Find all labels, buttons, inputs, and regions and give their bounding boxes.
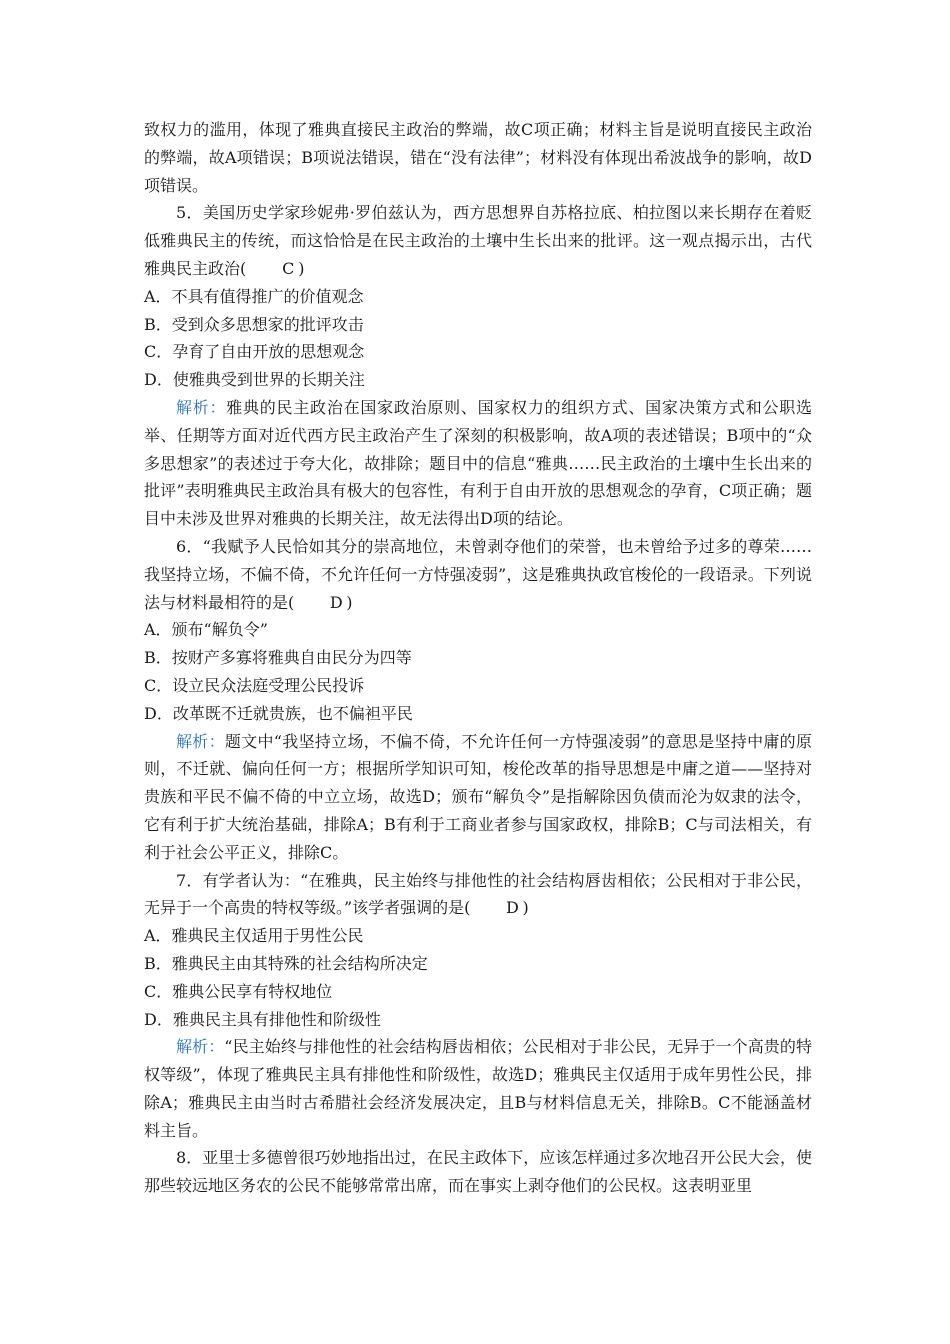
- paren-close: ): [298, 258, 305, 278]
- analysis-label: 解析：: [176, 731, 225, 751]
- analysis-label: 解析：: [176, 397, 227, 417]
- question-7-option-c: C．雅典公民享有特权地位: [144, 981, 333, 1001]
- question-stem-text: 7．有学者认为：“在雅典，民主始终与排他性的社会结构唇齿相依；公民相对于非公民，无异于一个高贵的特权等级。”该学者强调的是(: [144, 870, 812, 918]
- analysis-text: 题文中“我坚持立场，不偏不倚，不允许任何一方恃强凌弱”的意思是坚持中庸的原则，不迁就、偏向任何一方；根据所学知识可知，梭伦改革的指导思想是中庸之道——坚持对贵族和平民不偏不倚的中立立场，故选D；颁布“解负令”是指解除因负债而沦为奴隶的法令，它有利于扩大统治基础，排除A；B有利于工商业者参与国家政权，排除B；C与司法相关，有利于社会公平正义，排除C。: [144, 731, 812, 862]
- question-5-option-b: B．受到众多思想家的批评攻击: [144, 314, 364, 334]
- question-5-option-c: C．孕育了自由开放的思想观念: [144, 342, 365, 362]
- question-6-stem: [144, 533, 812, 616]
- question-6-analysis: [144, 728, 812, 867]
- question-6-option-a: A．颁布“解负令”: [144, 620, 268, 640]
- analysis-text: “民主始终与排他性的社会结构唇齿相依；公民相对于非公民，无异于一个高贵的特权等级”，体现了雅典民主具有排他性和阶级性，故选D；雅典民主仅适用于成年男性公民，排除A；雅典民主由当时古希腊社会经济发展决定，且B与材料信息无关，排除B。C不能涵盖材料主旨。: [144, 1037, 812, 1140]
- analysis-label: 解析：: [176, 1037, 225, 1057]
- question-5-option-d: D．使雅典受到世界的长期关注: [144, 370, 365, 390]
- question-stem-text: 6．“我赋予人民恰如其分的崇高地位，未曾剥夺他们的荣誉，也未曾给予过多的尊荣……我坚持立场，不偏不倚，不允许任何一方恃强凌弱”，这是雅典执政官梭伦的一段语录。下列说法与材料最相符的是(: [144, 536, 812, 612]
- question-6-option-d: D．改革既不迁就贵族，也不偏袒平民: [144, 703, 413, 723]
- question-stem-text: 5．美国历史学家珍妮弗·罗伯兹认为，西方思想界自苏格拉底、柏拉图以来长期存在着贬低雅典民主的传统，而这恰恰是在民主政治的土壤中生长出来的批评。这一观点揭示出，古代雅典民主政治(: [144, 203, 812, 278]
- analysis-continuation: 致权力的滥用，体现了雅典直接民主政治的弊端，故C项正确；材料主旨是说明直接民主政治的弊端，故A项错误；B项说法错误，错在“没有法律”；材料没有体现出希波战争的影响，故D项错误。: [144, 120, 812, 195]
- answer-letter: D: [329, 592, 343, 612]
- question-6-option-c: C．设立民众法庭受理公民投诉: [144, 675, 365, 695]
- question-7-option-d: D．雅典民主具有排他性和阶级性: [144, 1009, 381, 1029]
- paren-close: ): [522, 898, 529, 918]
- question-7-option-a: A．雅典民主仅适用于男性公民: [144, 926, 364, 946]
- answer-letter: D: [506, 898, 519, 918]
- question-7-analysis: [144, 1033, 812, 1144]
- answer-letter: C: [282, 258, 295, 278]
- question-8-stem: 8．亚里士多德曾很巧妙地指出过，在民主政体下，应该怎样通过多次地召开公民大会，使那些较远地区务农的公民不能够常常出席，而在事实上剥夺他们的公民权。这表明亚里: [144, 1148, 812, 1196]
- analysis-text: 雅典的民主政治在国家政治原则、国家权力的组织方式、国家决策方式和公职选举、任期等方面对近代西方民主政治产生了深刻的积极影响，故A项的表述错误；B项中的“众多思想家”的表述过于夸大化，故排除；题目中的信息“雅典……民主政治的土壤中生长出来的批评”表明雅典民主政治具有极大的包容性，有利于自由开放的思想观念的孕育，C项正确；题目中未涉及世界对雅典的长期关注，故无法得出D项的结论。: [144, 397, 812, 529]
- question-6-option-b: B．按财产多寡将雅典自由民分为四等: [144, 648, 412, 668]
- question-5-option-a: A．不具有值得推广的价值观念: [144, 286, 364, 306]
- question-7-option-b: B．雅典民主由其特殊的社会结构所决定: [144, 953, 428, 973]
- paren-close: ): [346, 592, 353, 612]
- question-5-analysis: [144, 394, 812, 533]
- document-body: [144, 116, 812, 1200]
- question-7-stem: [144, 867, 812, 923]
- question-5-stem: [144, 199, 812, 282]
